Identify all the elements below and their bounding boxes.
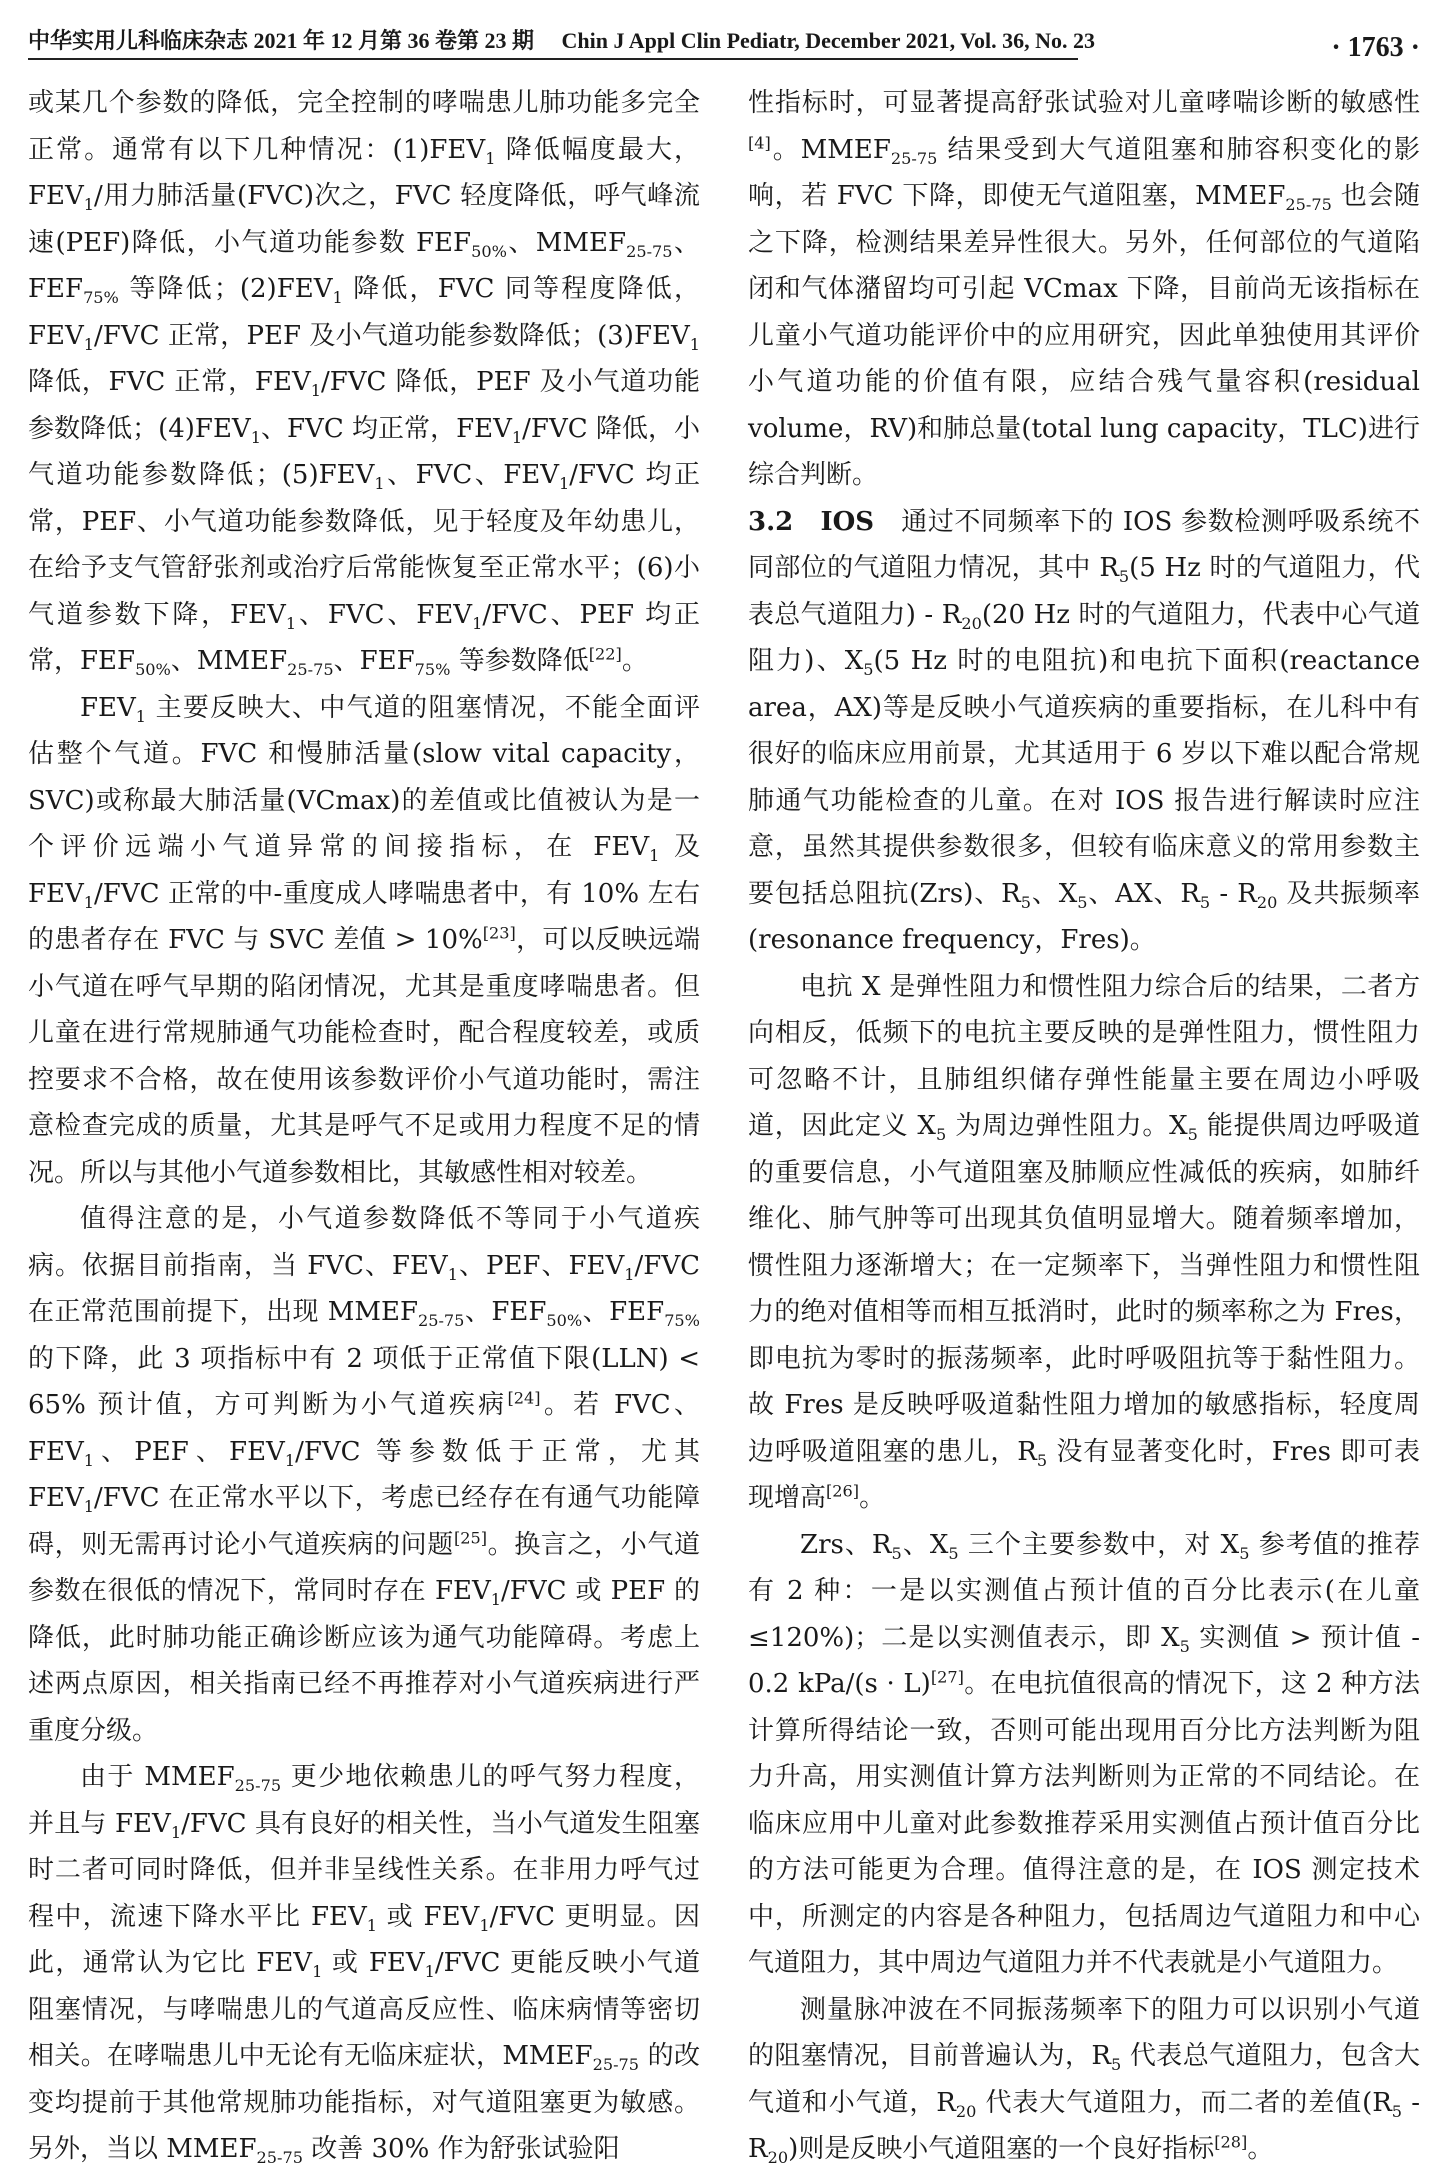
body-paragraph: 或某几个参数的降低，完全控制的哮喘患儿肺功能多完全正常。通常有以下几种情况：$(1)FEV_1$ 降低幅度最大，$FEV_1/$用力肺活量(FVC)次之，FVC 轻度降低，呼气峰流速(PEF)降低，小气道功能参数 $FEF_{50\%}$、$MMEF_{25-75}$、$FEF_{75\%}$ 等降低；$(2)FEV_1$ 降低，FVC 同等程度降低，$FEV_1$/FVC 正常，PEF 及小气道功能参数降低；$(3)FEV_1$ 降低，FVC 正常，$FEV_1$/FVC 降低，PEF 及小气道功能参数降低；$(4)FEV_1$、FVC 均正常，$FEV_1$/FVC 降低，小气道功能参数降低；$(5)FEV_1$、FVC、$FEV_1$/FVC 均正常，PEF、小气道功能参数降低，见于轻度及年幼患儿，在给予支气管舒张剂或治疗后常能恢复至正常水平；(6)小气道参数下降，$FEV_1$、FVC、$FEV_1$/FVC、PEF 均正常，$FEF_{50\%}$、$MMEF_{25-75}$、$FEF_{75\%}$ 等参数降低[22]。	[28, 88, 701, 680]
right-column	[748, 80, 1420, 2173]
journal-running-title: 中华实用儿科临床杂志 2021 年 12 月第 36 卷第 23 期 Chin J Appl Clin Pediatr, December 2021, Vol. 36, No. 23	[28, 28, 1096, 53]
body-paragraph: 由于 $MMEF_{25-75}$ 更少地依赖患儿的呼气努力程度，并且与 $FEV_1$/FVC 具有良好的相关性，当小气道发生阻塞时二者可同时降低，但并非呈线性关系。在非用力呼气过程中，流速下降水平比 $FEV_1$ 或 $FEV_1$/FVC 更明显。因此，通常认为它比 $FEV_1$ 或 $FEV_1$/FVC 更能反映小气道阻塞情况，与哮喘患儿的气道高反应性、临床病情等密切相关。在哮喘患儿中无论有无临床症状，$MMEF_{25-75}$ 的改变均提前于其他常规肺功能指标，对气道阻塞更为敏感。另外，当以 $MMEF_{25-75}$ 改善 30% 作为舒张试验阳	[28, 1762, 701, 2168]
body-paragraph: Zrs、$R_5$、$X_5$ 三个主要参数中，对 $X_5$ 参考值的推荐有 2 种：一是以实测值占预计值的百分比表示(在儿童≤120%)；二是以实测值表示，即 $X_5$ 实测值 > 预计值 - 0.2 kPa/(s · L)[27]。在电抗值很高的情况下，这 2 种方法计算所得结论一致，否则可能出现用百分比方法判断为阻力升高，用实测值计算方法判断则为正常的不同结论。在临床应用中儿童对此参数推荐采用实测值占预计值百分比的方法可能更为合理。值得注意的是，在 IOS 测定技术中，所测定的内容是各种阻力，包括周边气道阻力和中心气道阻力，其中周边气道阻力并不代表就是小气道阻力。	[748, 1529, 1421, 1978]
body-paragraph: 测量脉冲波在不同振荡频率下的阻力可以识别小气道的阻塞情况，目前普遍认为，$R_5$ 代表总气道阻力，包含大气道和小气道，$R_{20}$ 代表大气道阻力，而二者的差值$(R_5 - R_{20})$则是反映小气道阻塞的一个良好指标[28]。	[748, 1994, 1421, 2168]
body-paragraph: $FEV_1$ 主要反映大、中气道的阻塞情况，不能全面评估整个气道。FVC 和慢肺活量(slow vital capacity，SVC)或称最大肺活量(VCmax)的差值或比值被认为是一个评价远端小气道异常的间接指标，在 $FEV_1$ 及 $FEV_1$/FVC 正常的中-重度成人哮喘患者中，有 10% 左右的患者存在 FVC 与 SVC 差值 > 10%[23]，可以反映远端小气道在呼气早期的陷闭情况，尤其是重度哮喘患者。但儿童在进行常规肺通气功能检查时，配合程度较差，或质控要求不合格，故在使用该参数评价小气道功能时，需注意检查完成的质量，尤其是呼气不足或用力程度不足的情况。所以与其他小气道参数相比，其敏感性相对较差。	[28, 692, 700, 1188]
page-number: · 1763 ·	[1331, 32, 1420, 63]
body-paragraph: 值得注意的是，小气道参数降低不等同于小气道疾病。依据目前指南，当 FVC、$FEV_1$、PEF、$FEV_1$/FVC 在正常范围前提下，出现 $MMEF_{25-75}$、$FEF_{50\%}$、$FEF_{75\%}$ 的下降，此 3 项指标中有 2 项低于正常值下限(LLN) < 65% 预计值，方可判断为小气道疾病[24]。若 FVC、$FEV_1$、PEF、$FEV_1$/FVC 等参数低于正常，尤其 $FEV_1$/FVC 在正常水平以下，考虑已经存在有通气功能障碍，则无需再讨论小气道疾病的问题[25]。换言之，小气道参数在很低的情况下，常同时存在 $FEV_1$/FVC 或 PEF 的降低，此时肺功能正确诊断应该为通气功能障碍。考虑上述两点原因，相关指南已经不再推荐对小气道疾病进行严重度分级。	[28, 1204, 701, 1746]
header-rule	[28, 58, 1078, 60]
body-paragraph: 性指标时，可显著提高舒张试验对儿童哮喘诊断的敏感性[4]。$MMEF_{25-75}$ 结果受到大气道阻塞和肺容积变化的影响，若 FVC 下降，即使无气道阻塞，$MMEF_{25-75}$ 也会随之下降，检测结果差异性很大。另外，任何部位的气道陷闭和气体潴留均可引起 VCmax 下降，目前尚无该指标在儿童小气道功能评价中的应用研究，因此单独使用其评价小气道功能的价值有限，应结合残气量容积(residual volume，RV)和肺总量(total lung capacity，TLC)进行综合判断。	[748, 88, 1421, 490]
left-column	[28, 80, 700, 2173]
body-paragraph: 电抗 X 是弹性阻力和惯性阻力综合后的结果，二者方向相反，低频下的电抗主要反映的是弹性阻力，惯性阻力可忽略不计，且肺组织储存弹性能量主要在周边小呼吸道，因此定义 $X_5$ 为周边弹性阻力。$X_5$ 能提供周边呼吸道的重要信息，小气道阻塞及肺顺应性减低的疾病，如肺纤维化、肺气肿等可出现其负值明显增大。随着频率增加，惯性阻力逐渐增大；在一定频率下，当弹性阻力和惯性阻力的绝对值相等而相互抵消时，此时的频率称之为 Fres，即电抗为零时的振荡频率，此时呼吸阻抗等于黏性阻力。故 Fres 是反映呼吸道黏性阻力增加的敏感指标，轻度周边呼吸道阻塞的患儿，$R_5$ 没有显著变化时，Fres 即可表现增高[26]。	[748, 971, 1421, 1513]
page-header	[28, 18, 1428, 68]
body-paragraph: 3.2 IOS 通过不同频率下的 IOS 参数检测呼吸系统不同部位的气道阻力情况，其中 $R_5(5$ Hz 时的气道阻力，代表总气道阻力) - $R_{20}(20$ Hz 时的气道阻力，代表中心气道阻力)、$X_5(5$ Hz 时的电阻抗)和电抗下面积(reactance area，AX)等是反映小气道疾病的重要指标，在儿科中有很好的临床应用前景，尤其适用于 6 岁以下难以配合常规肺通气功能检查的儿童。在对 IOS 报告进行解读时应注意，虽然其提供参数很多，但较有临床意义的常用参数主要包括总阻抗(Zrs)、$R_5$、$X_5$、AX、$R_5 - R_{20}$ 及共振频率(resonance frequency，Fres)。	[748, 506, 1421, 955]
